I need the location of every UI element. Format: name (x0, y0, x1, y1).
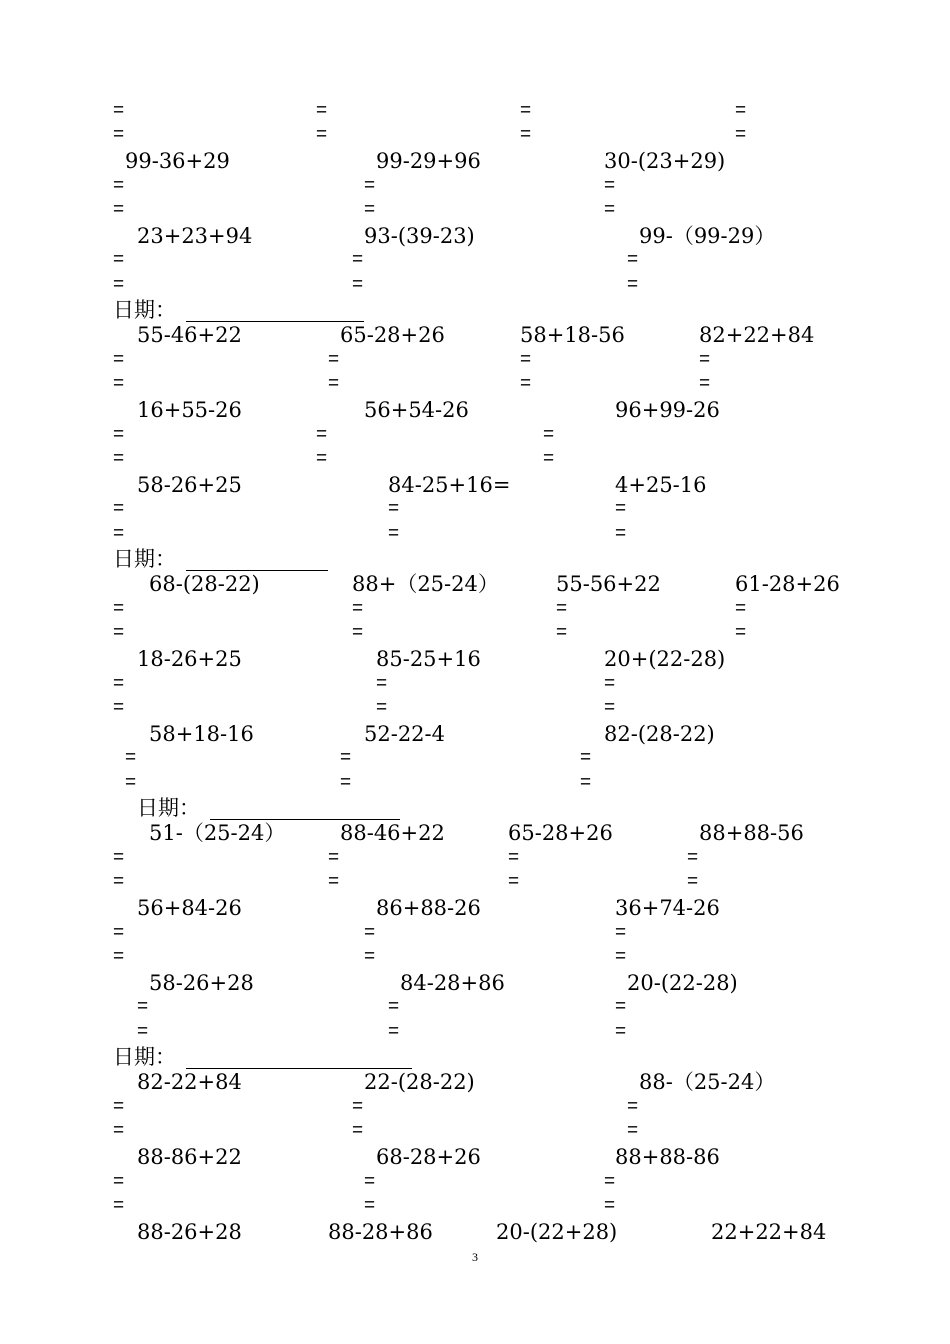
equals-sign: = (113, 1171, 125, 1192)
equals-sign: = (627, 249, 639, 270)
equals-sign: = (113, 673, 125, 694)
date-blank-line (186, 321, 364, 322)
equals-sign: = (364, 1195, 376, 1216)
math-problem: 86+88-26 (376, 896, 481, 920)
math-problem: 65-28+26 (508, 821, 613, 845)
equals-sign: = (376, 697, 388, 718)
math-problem: 88+88-56 (699, 821, 804, 845)
equals-sign: = (113, 697, 125, 718)
math-problem: 22-(28-22) (364, 1070, 475, 1094)
equals-sign: = (328, 871, 340, 892)
math-problem: 85-25+16 (376, 647, 481, 671)
equals-sign: = (520, 124, 532, 145)
equals-sign: = (137, 1021, 149, 1042)
math-problem: 36+74-26 (615, 896, 720, 920)
math-problem: 20+(22-28) (604, 647, 726, 671)
equals-sign: = (113, 922, 125, 943)
equals-sign: = (113, 373, 125, 394)
equals-sign: = (340, 772, 352, 793)
equals-sign: = (508, 847, 520, 868)
equals-sign: = (615, 498, 627, 519)
math-problem: 88-（25-24） (639, 1070, 776, 1094)
equals-sign: = (113, 1120, 125, 1141)
date-blank-line (186, 1068, 412, 1069)
equals-sign: = (508, 871, 520, 892)
math-problem: 56+84-26 (137, 896, 242, 920)
equals-sign: = (137, 996, 149, 1017)
equals-sign: = (520, 100, 532, 121)
math-problem: 84-28+86 (400, 971, 505, 995)
equals-sign: = (627, 1096, 639, 1117)
equals-sign: = (687, 847, 699, 868)
math-problem: 58+18-16 (149, 722, 254, 746)
math-problem: 96+99-26 (615, 398, 720, 422)
date-label: 日期： (113, 298, 176, 322)
math-problem: 58-26+25 (137, 473, 242, 497)
equals-sign: = (376, 673, 388, 694)
math-problem: 20-(22+28) (496, 1220, 618, 1244)
equals-sign: = (615, 946, 627, 967)
math-problem: 88-86+22 (137, 1145, 242, 1169)
equals-sign: = (113, 871, 125, 892)
equals-sign: = (699, 349, 711, 370)
math-problem: 18-26+25 (137, 647, 242, 671)
equals-sign: = (113, 523, 125, 544)
math-problem: 88+（25-24） (352, 572, 499, 596)
equals-sign: = (735, 100, 747, 121)
math-problem: 88+88-86 (615, 1145, 720, 1169)
equals-sign: = (328, 349, 340, 370)
math-problem: 84-25+16= (388, 473, 511, 497)
equals-sign: = (364, 922, 376, 943)
equals-sign: = (316, 124, 328, 145)
equals-sign: = (113, 249, 125, 270)
equals-sign: = (388, 498, 400, 519)
equals-sign: = (735, 124, 747, 145)
equals-sign: = (113, 1096, 125, 1117)
math-problem: 88-46+22 (340, 821, 445, 845)
page-number: 3 (472, 1250, 478, 1264)
equals-sign: = (125, 747, 137, 768)
equals-sign: = (113, 622, 125, 643)
math-problem: 58+18-56 (520, 323, 625, 347)
equals-sign: = (543, 424, 555, 445)
math-problem: 52-22-4 (364, 722, 445, 746)
math-problem: 23+23+94 (137, 224, 253, 248)
math-problem: 56+54-26 (364, 398, 469, 422)
equals-sign: = (556, 598, 568, 619)
equals-sign: = (113, 349, 125, 370)
math-problem: 22+22+84 (711, 1220, 827, 1244)
equals-sign: = (113, 424, 125, 445)
equals-sign: = (556, 622, 568, 643)
equals-sign: = (113, 946, 125, 967)
date-label: 日期： (137, 796, 200, 820)
equals-sign: = (113, 199, 125, 220)
equals-sign: = (580, 772, 592, 793)
equals-sign: = (364, 199, 376, 220)
math-problem: 88-26+28 (137, 1220, 242, 1244)
equals-sign: = (580, 747, 592, 768)
math-problem: 82+22+84 (699, 323, 815, 347)
equals-sign: = (364, 175, 376, 196)
equals-sign: = (113, 1195, 125, 1216)
equals-sign: = (604, 1171, 616, 1192)
equals-sign: = (615, 922, 627, 943)
equals-sign: = (627, 1120, 639, 1141)
equals-sign: = (388, 1021, 400, 1042)
equals-sign: = (604, 697, 616, 718)
equals-sign: = (687, 871, 699, 892)
equals-sign: = (604, 673, 616, 694)
math-problem: 88-28+86 (328, 1220, 433, 1244)
equals-sign: = (615, 523, 627, 544)
equals-sign: = (388, 523, 400, 544)
equals-sign: = (627, 274, 639, 295)
math-problem: 68-28+26 (376, 1145, 481, 1169)
equals-sign: = (113, 448, 125, 469)
equals-sign: = (352, 622, 364, 643)
equals-sign: = (113, 175, 125, 196)
math-problem: 20-(22-28) (627, 971, 738, 995)
equals-sign: = (328, 373, 340, 394)
math-problem: 99-29+96 (376, 149, 481, 173)
math-problem: 68-(28-22) (149, 572, 260, 596)
equals-sign: = (604, 1195, 616, 1216)
equals-sign: = (699, 373, 711, 394)
equals-sign: = (520, 349, 532, 370)
math-problem: 30-(23+29) (604, 149, 726, 173)
equals-sign: = (388, 996, 400, 1017)
math-problem: 82-(28-22) (604, 722, 715, 746)
equals-sign: = (328, 847, 340, 868)
equals-sign: = (352, 598, 364, 619)
equals-sign: = (316, 448, 328, 469)
equals-sign: = (352, 249, 364, 270)
equals-sign: = (364, 1171, 376, 1192)
math-problem: 4+25-16 (615, 473, 707, 497)
equals-sign: = (316, 424, 328, 445)
equals-sign: = (615, 1021, 627, 1042)
math-problem: 99-36+29 (125, 149, 230, 173)
math-problem: 55-56+22 (556, 572, 661, 596)
math-problem: 65-28+26 (340, 323, 445, 347)
equals-sign: = (316, 100, 328, 121)
equals-sign: = (352, 274, 364, 295)
equals-sign: = (735, 598, 747, 619)
math-problem: 55-46+22 (137, 323, 242, 347)
equals-sign: = (364, 946, 376, 967)
math-problem: 99-（99-29） (639, 224, 776, 248)
date-label: 日期： (113, 547, 176, 571)
math-problem: 82-22+84 (137, 1070, 242, 1094)
equals-sign: = (340, 747, 352, 768)
equals-sign: = (113, 274, 125, 295)
math-problem: 58-26+28 (149, 971, 254, 995)
equals-sign: = (113, 498, 125, 519)
math-problem: 93-(39-23) (364, 224, 475, 248)
equals-sign: = (352, 1120, 364, 1141)
math-problem: 61-28+26 (735, 572, 840, 596)
equals-sign: = (604, 199, 616, 220)
equals-sign: = (125, 772, 137, 793)
date-blank-line (210, 819, 400, 820)
equals-sign: = (735, 622, 747, 643)
equals-sign: = (352, 1096, 364, 1117)
date-blank-line (186, 570, 328, 571)
equals-sign: = (113, 124, 125, 145)
equals-sign: = (113, 598, 125, 619)
equals-sign: = (520, 373, 532, 394)
date-label: 日期： (113, 1045, 176, 1069)
equals-sign: = (604, 175, 616, 196)
math-problem: 16+55-26 (137, 398, 242, 422)
equals-sign: = (113, 100, 125, 121)
math-problem: 51-（25-24） (149, 821, 286, 845)
equals-sign: = (113, 847, 125, 868)
equals-sign: = (543, 448, 555, 469)
equals-sign: = (615, 996, 627, 1017)
